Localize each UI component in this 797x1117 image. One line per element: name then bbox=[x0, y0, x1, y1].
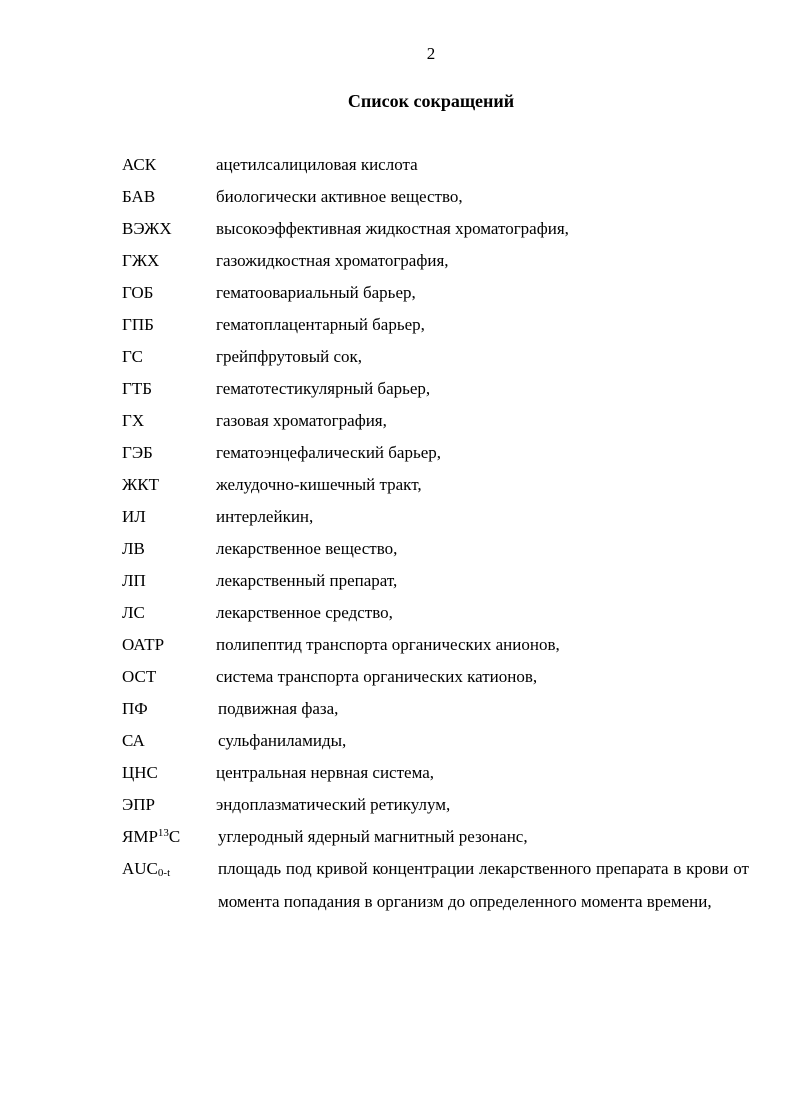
abbreviation: ОСТ bbox=[122, 667, 157, 686]
abbreviation: ЦНС bbox=[122, 763, 158, 782]
definition: эндоплазматический ретикулум, bbox=[216, 795, 451, 814]
list-item bbox=[0, 506, 797, 538]
list-item bbox=[0, 538, 797, 570]
list-item bbox=[0, 730, 797, 762]
definition: полипептид транспорта органических анионов, bbox=[216, 635, 560, 654]
list-item bbox=[0, 282, 797, 314]
list-item bbox=[0, 314, 797, 346]
abbreviation: ЛП bbox=[122, 571, 146, 590]
list-item bbox=[0, 602, 797, 634]
list-item bbox=[0, 474, 797, 506]
definition: лекарственное вещество, bbox=[216, 539, 398, 558]
abbreviation: ЛС bbox=[122, 603, 145, 622]
abbreviation: ИЛ bbox=[122, 507, 146, 526]
definition: высокоэффективная жидкостная хроматография, bbox=[216, 219, 569, 238]
definition: гематоэнцефалический барьер, bbox=[216, 443, 442, 462]
definition: гематоовариальный барьер, bbox=[216, 283, 416, 302]
list-item bbox=[0, 570, 797, 602]
list-item bbox=[0, 378, 797, 410]
abbreviation: ГС bbox=[122, 347, 143, 366]
list-item bbox=[0, 250, 797, 282]
list-item bbox=[0, 794, 797, 826]
page-number: 2 bbox=[426, 44, 436, 63]
list-item bbox=[0, 410, 797, 442]
page-title: Список сокращений bbox=[347, 91, 515, 111]
definition: газовая хроматография, bbox=[216, 411, 387, 430]
definition: гематотестикулярный барьер, bbox=[216, 379, 431, 398]
abbreviation: ГХ bbox=[122, 411, 145, 430]
list-item-auc bbox=[0, 858, 797, 958]
list-item bbox=[0, 698, 797, 730]
definition: сульфаниламиды, bbox=[218, 731, 347, 750]
abbreviation: ГОБ bbox=[122, 283, 154, 302]
abbreviation: ГПБ bbox=[122, 315, 154, 334]
abbreviation: ЭПР bbox=[122, 795, 155, 814]
list-item bbox=[0, 442, 797, 474]
abbreviation: СА bbox=[122, 731, 145, 750]
definition: подвижная фаза, bbox=[218, 699, 339, 718]
definition: интерлейкин, bbox=[216, 507, 314, 526]
definition: углеродный ядерный магнитный резонанс, bbox=[218, 827, 528, 846]
abbreviation: ОАТР bbox=[122, 635, 165, 654]
abbreviation: ГТБ bbox=[122, 379, 152, 398]
list-item bbox=[0, 634, 797, 666]
definition: гематоплацентарный барьер, bbox=[216, 315, 425, 334]
abbreviation-tail: С bbox=[168, 827, 181, 846]
definition: лекарственный препарат, bbox=[216, 571, 398, 590]
list-item bbox=[0, 154, 797, 186]
abbreviation-base: ЯМР bbox=[122, 827, 158, 846]
abbreviation: ЖКТ bbox=[122, 475, 159, 494]
abbreviation bbox=[122, 826, 180, 848]
list-item bbox=[0, 186, 797, 218]
definition: биологически активное вещество, bbox=[216, 187, 463, 206]
abbreviation: ПФ bbox=[122, 699, 148, 718]
definition: грейпфрутовый сок, bbox=[216, 347, 363, 366]
abbreviation: БАВ bbox=[122, 187, 156, 206]
definition: газожидкостная хроматография, bbox=[216, 251, 449, 270]
definition: центральная нервная система, bbox=[216, 763, 435, 782]
abbreviation-superscript: 13 bbox=[157, 827, 169, 839]
list-item bbox=[0, 218, 797, 250]
abbreviation-base: AUC bbox=[122, 859, 158, 878]
abbreviation: ГЭБ bbox=[122, 443, 153, 462]
definition: желудочно-кишечный тракт, bbox=[216, 475, 422, 494]
abbreviation: ГЖХ bbox=[122, 251, 160, 270]
list-item bbox=[0, 666, 797, 698]
abbreviation bbox=[122, 858, 170, 880]
abbreviation: АСК bbox=[122, 155, 157, 174]
list-item bbox=[0, 762, 797, 794]
definition: ацетилсалициловая кислота bbox=[216, 155, 418, 174]
definition: площадь под кривой концентрации лекарственного препарата в крови от момента попадания в организм до определенного момента времени, bbox=[218, 859, 749, 911]
definition: лекарственное средство, bbox=[216, 603, 393, 622]
definition: система транспорта органических катионов, bbox=[216, 667, 538, 686]
abbreviation: ЛВ bbox=[122, 539, 145, 558]
abbreviation: ВЭЖХ bbox=[122, 219, 172, 238]
abbreviation-subscript: 0-t bbox=[157, 867, 171, 879]
list-item bbox=[0, 346, 797, 378]
